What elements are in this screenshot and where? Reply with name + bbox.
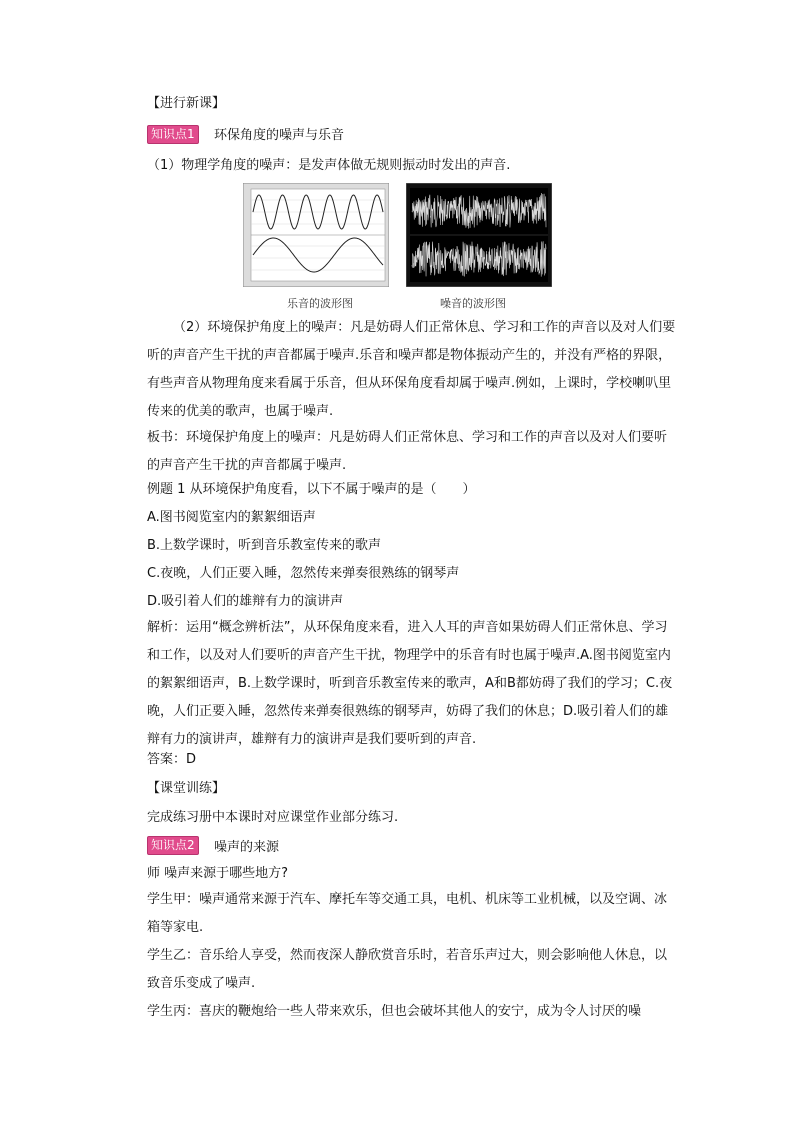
example-option-a: A.图书阅览室内的絮絮细语声 (147, 510, 316, 525)
paragraph-board-notes (147, 424, 679, 480)
music-waveform-figure (243, 183, 389, 287)
answer-line: 答案：D (147, 752, 197, 767)
paragraph-environmental-noise: （2）环境保护角度上的噪声：凡是妨碍人们正常休息、学习和工作的声音以及对人们要听的声音产生干扰的声音都属于噪声.乐音和噪声都是物体振动产生的，并没有严格的界限，有些声音从物理角度来看属于乐音，但从环保角度看却属于噪声.例如，上课时，学校喇叭里传来的优美的歌声，也属于噪声. (147, 320, 676, 419)
teacher-question: 师 噪声来源于哪些地方? (147, 866, 289, 881)
board-notes-text: 板书：环境保护角度上的噪声：凡是妨碍人们正常休息、学习和工作的声音以及对人们要听的声音产生干扰的声音都属于噪声. (147, 430, 668, 473)
section-heading-new-lesson: 【进行新课】 (147, 96, 226, 111)
noise-waveform-caption: 噪音的波形图 (440, 297, 506, 310)
paragraph-analysis: 解析：运用“概念辨析法”，从环保角度来看，进入人耳的声音如果妨碍人们正常休息、学习和工作，以及对人们要听的声音产生干扰，物理学中的乐音有时也属于噪声.A.图书阅览室内的絮絮细语声，B.上数学课时，听到音乐教室传来的歌声，A和B都妨碍了我们的学习；C.夜晚，人们正要入睡，忽然传来弹奏很熟练的钢琴声，妨碍了我们的休息；D.吸引着人们的雄辩有力的演讲声，雄辩有力的演讲声是我们要听到的声音. (147, 620, 673, 747)
knowledge-point-1-title: 环保角度的噪声与乐音 (214, 128, 345, 143)
example-question: 例题 1 从环境保护角度看，以下不属于噪声的是（ ） (147, 482, 476, 497)
example-option-c: C.夜晚，人们正要入睡，忽然传来弹奏很熟练的钢琴声 (147, 566, 460, 581)
classroom-training-text: 完成练习册中本课时对应课堂作业部分练习. (147, 810, 399, 825)
knowledge-point-2-title: 噪声的来源 (214, 840, 280, 855)
music-waveform-caption: 乐音的波形图 (287, 297, 353, 310)
knowledge-point-2-badge: 知识点2 (147, 836, 199, 855)
student-b-answer: 学生乙：音乐给人享受，然而夜深人静欣赏音乐时，若音乐声过大，则会影响他人休息，以致音乐变成了噪声. (147, 948, 668, 991)
student-c-answer: 学生丙：喜庆的鞭炮给一些人带来欢乐，但也会破坏其他人的安宁，成为令人讨厌的噪 (147, 1004, 642, 1019)
paragraph-physics-noise: （1）物理学角度的噪声：是发声体做无规则振动时发出的声音. (147, 158, 511, 173)
section-heading-classroom-training: 【课堂训练】 (147, 781, 226, 796)
example-option-d: D.吸引着人们的雄辩有力的演讲声 (147, 594, 344, 609)
student-a-answer: 学生甲：噪声通常来源于汽车、摩托车等交通工具，电机、机床等工业机械，以及空调、冰箱等家电. (147, 892, 668, 935)
knowledge-point-1-badge: 知识点1 (147, 125, 199, 144)
example-option-b: B.上数学课时，听到音乐教室传来的歌声 (147, 538, 382, 553)
noise-waveform-figure (406, 183, 552, 287)
